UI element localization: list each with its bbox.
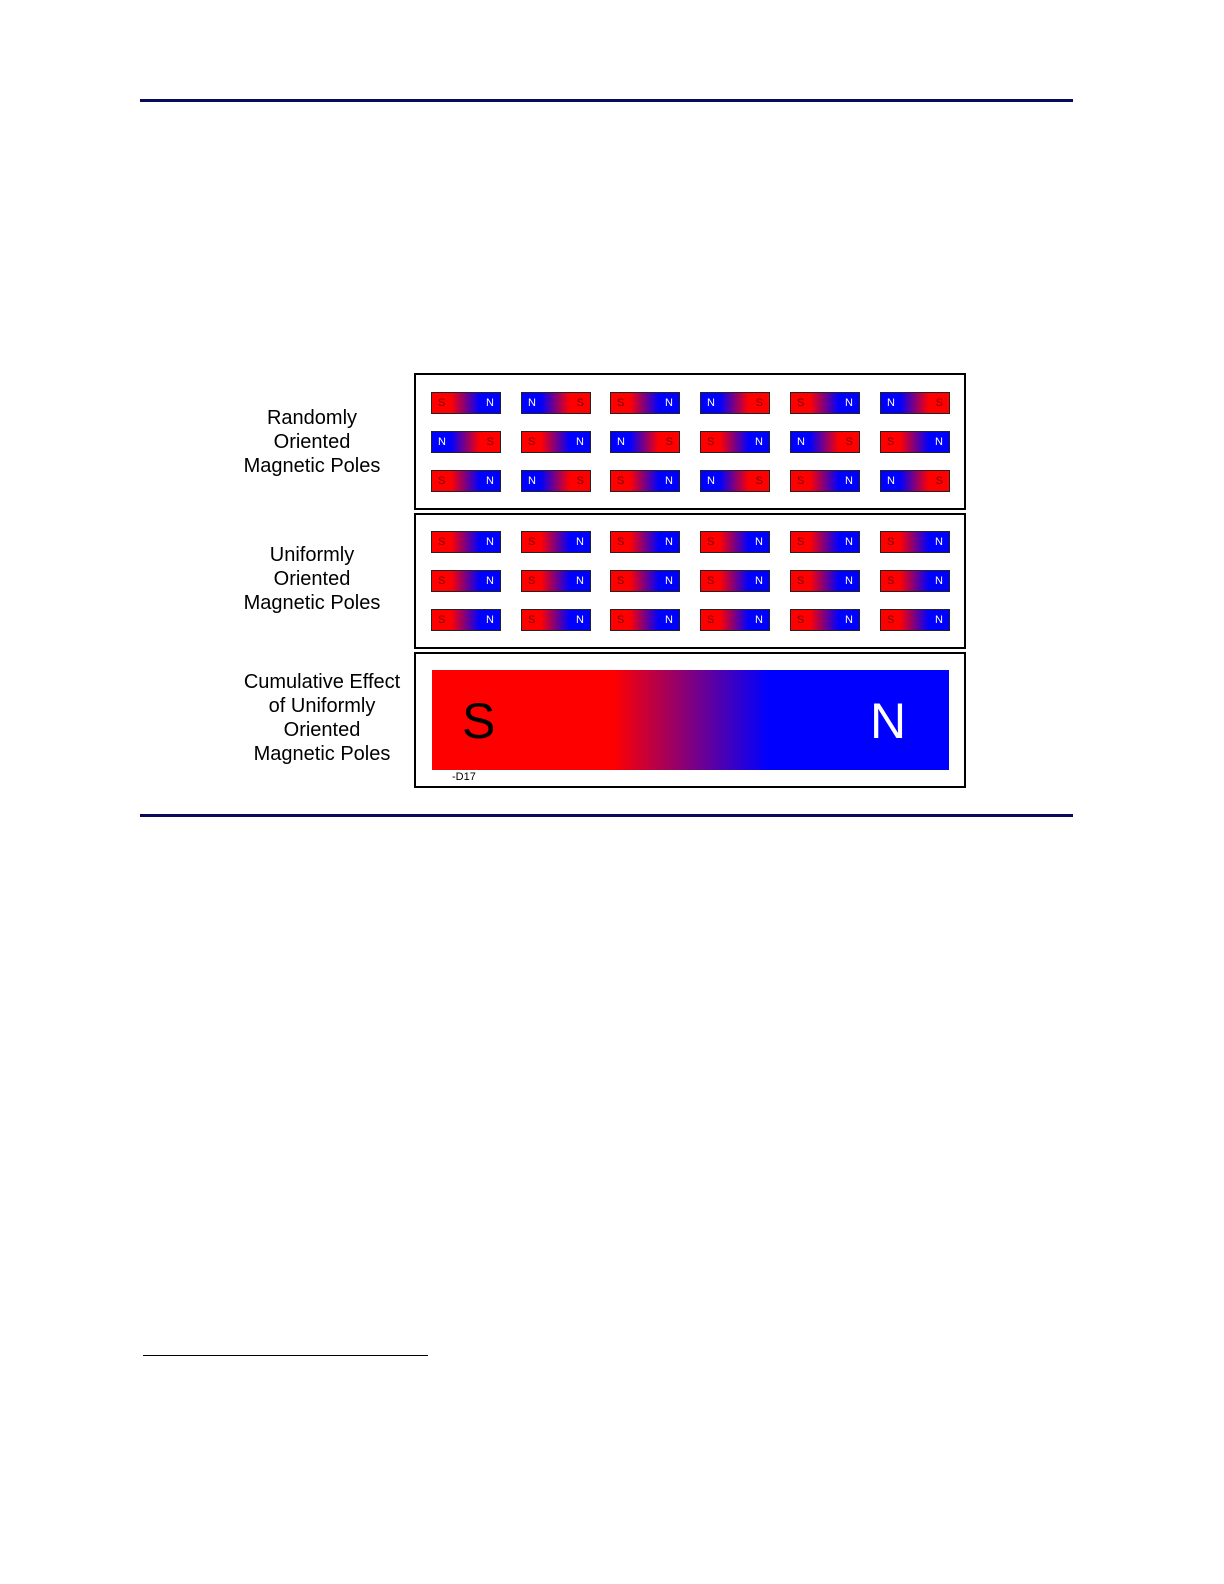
uniform-magnet — [790, 609, 860, 631]
south-pole-label: S — [797, 575, 805, 587]
south-pole-label: S — [845, 436, 853, 448]
south-pole-label: S — [617, 575, 625, 587]
uniform-magnet — [610, 531, 680, 553]
big-north-pole-label: N — [870, 693, 907, 749]
south-pole-label: S — [935, 397, 943, 409]
random-magnet — [521, 392, 591, 414]
south-pole-label: S — [755, 475, 763, 487]
bottom-rule — [140, 814, 1073, 817]
north-pole-label: N — [935, 575, 943, 587]
south-pole-label: S — [797, 397, 805, 409]
random-magnet — [880, 431, 950, 453]
south-pole-label: S — [797, 614, 805, 626]
north-pole-label: N — [576, 614, 584, 626]
random-magnet — [700, 392, 770, 414]
north-pole-label: N — [845, 536, 853, 548]
uniform-magnet — [431, 570, 501, 592]
south-pole-label: S — [935, 475, 943, 487]
south-pole-label: S — [797, 536, 805, 548]
north-pole-label: N — [665, 475, 673, 487]
north-pole-label: N — [755, 536, 763, 548]
north-pole-label: N — [486, 397, 494, 409]
north-pole-label: N — [486, 575, 494, 587]
uniform-magnet — [700, 570, 770, 592]
south-pole-label: S — [617, 536, 625, 548]
north-pole-label: N — [935, 436, 943, 448]
north-pole-label: N — [755, 614, 763, 626]
north-pole-label: N — [486, 614, 494, 626]
random-magnet — [790, 470, 860, 492]
figure-code: -D17 — [452, 771, 476, 783]
big-south-pole-label: S — [462, 693, 496, 749]
uniform-magnet — [790, 531, 860, 553]
uniform-magnet — [521, 531, 591, 553]
south-pole-label: S — [438, 475, 446, 487]
north-pole-label: N — [665, 575, 673, 587]
uniform-magnet — [431, 609, 501, 631]
south-pole-label: S — [438, 536, 446, 548]
north-pole-label: N — [576, 575, 584, 587]
south-pole-label: S — [528, 614, 536, 626]
north-pole-label: N — [486, 536, 494, 548]
south-pole-label: S — [617, 397, 625, 409]
random-magnet — [790, 392, 860, 414]
south-pole-label: S — [887, 575, 895, 587]
uniform-magnet — [700, 531, 770, 553]
north-pole-label: N — [486, 475, 494, 487]
top-rule — [140, 99, 1073, 102]
north-pole-label: N — [935, 614, 943, 626]
south-pole-label: S — [755, 397, 763, 409]
north-pole-label: N — [665, 397, 673, 409]
south-pole-label: S — [576, 397, 584, 409]
north-pole-label: N — [887, 397, 895, 409]
uniform-magnet — [610, 570, 680, 592]
south-pole-label: S — [887, 536, 895, 548]
south-pole-label: S — [438, 614, 446, 626]
south-pole-label: S — [528, 575, 536, 587]
north-pole-label: N — [887, 475, 895, 487]
south-pole-label: S — [887, 436, 895, 448]
uniform-magnet — [790, 570, 860, 592]
south-pole-label: S — [617, 475, 625, 487]
north-pole-label: N — [528, 397, 536, 409]
uniform-magnet — [880, 570, 950, 592]
south-pole-label: S — [438, 397, 446, 409]
random-magnet — [431, 431, 501, 453]
north-pole-label: N — [797, 436, 805, 448]
uniform-magnet — [610, 609, 680, 631]
south-pole-label: S — [617, 614, 625, 626]
south-pole-label: S — [665, 436, 673, 448]
south-pole-label: S — [707, 536, 715, 548]
uniform-magnet — [521, 609, 591, 631]
north-pole-label: N — [755, 436, 763, 448]
random-magnet — [610, 431, 680, 453]
north-pole-label: N — [617, 436, 625, 448]
uniform-label: Uniformly Oriented Magnetic Poles — [243, 544, 381, 614]
south-pole-label: S — [797, 475, 805, 487]
south-pole-label: S — [887, 614, 895, 626]
south-pole-label: S — [528, 436, 536, 448]
north-pole-label: N — [755, 575, 763, 587]
random-magnet — [521, 470, 591, 492]
uniform-magnet — [521, 570, 591, 592]
north-pole-label: N — [707, 475, 715, 487]
uniform-magnet — [880, 531, 950, 553]
random-magnet — [610, 392, 680, 414]
random-magnet — [610, 470, 680, 492]
footnote-rule — [143, 1355, 428, 1356]
north-pole-label: N — [845, 397, 853, 409]
south-pole-label: S — [576, 475, 584, 487]
north-pole-label: N — [845, 475, 853, 487]
south-pole-label: S — [486, 436, 494, 448]
uniform-magnet — [880, 609, 950, 631]
uniform-magnet — [700, 609, 770, 631]
north-pole-label: N — [576, 536, 584, 548]
south-pole-label: S — [707, 436, 715, 448]
random-magnet — [431, 470, 501, 492]
north-pole-label: N — [845, 614, 853, 626]
north-pole-label: N — [528, 475, 536, 487]
random-label: Randomly Oriented Magnetic Poles — [243, 407, 381, 477]
uniform-magnet — [431, 531, 501, 553]
random-magnet — [521, 431, 591, 453]
random-magnet — [880, 470, 950, 492]
north-pole-label: N — [576, 436, 584, 448]
north-pole-label: N — [707, 397, 715, 409]
random-magnet — [790, 431, 860, 453]
north-pole-label: N — [438, 436, 446, 448]
random-magnet — [880, 392, 950, 414]
cumulative-label: Cumulative Effect of Uniformly Oriented Magnetic Poles — [243, 671, 401, 765]
north-pole-label: N — [845, 575, 853, 587]
south-pole-label: S — [438, 575, 446, 587]
south-pole-label: S — [707, 614, 715, 626]
north-pole-label: N — [665, 614, 673, 626]
north-pole-label: N — [665, 536, 673, 548]
random-magnet — [431, 392, 501, 414]
random-magnet — [700, 470, 770, 492]
random-magnet — [700, 431, 770, 453]
south-pole-label: S — [528, 536, 536, 548]
north-pole-label: N — [935, 536, 943, 548]
south-pole-label: S — [707, 575, 715, 587]
